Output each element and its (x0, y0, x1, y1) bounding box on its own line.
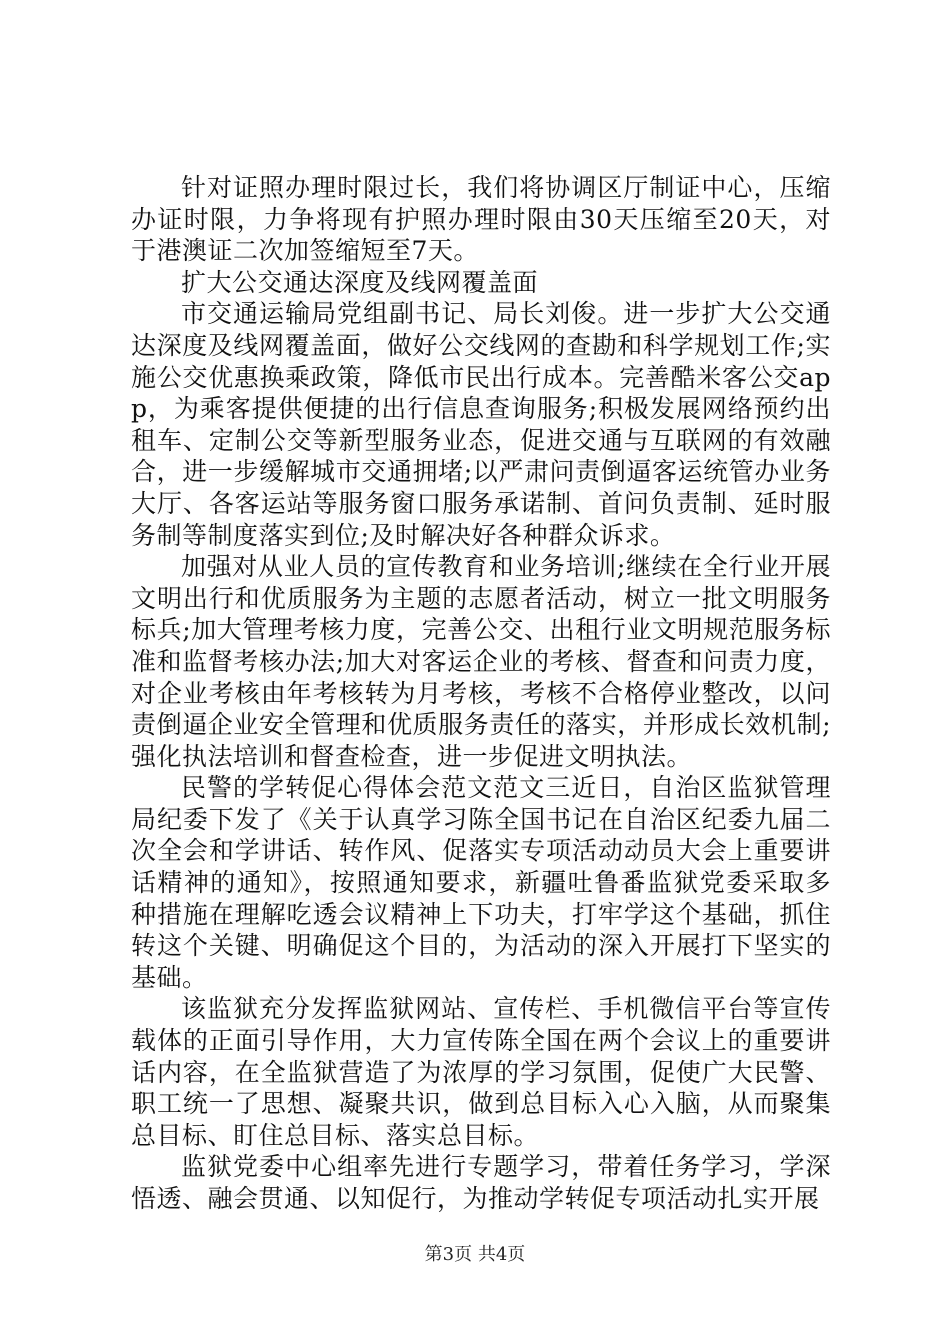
paragraph-party-committee-study: 监狱党委中心组率先进行专题学习，带着任务学习，学深悟透、融会贯通、以知促行，为推动学转促专项活动扎实开展 (131, 1152, 831, 1213)
document-body (131, 172, 831, 1215)
paragraph-transport-bureau: 市交通运输局党组副书记、局长刘俊。进一步扩大公交通达深度及线网覆盖面，做好公交线网的查勘和科学规划工作;实施公交优惠换乘政策，降低市民出行成本。完善酷米客公交app，为乘客提供便捷的出行信息查询服务;积极发展网络预约出租车、定制公交等新型服务业态，促进交通与互联网的有效融合，进一步缓解城市交通拥堵;以严肃问责倒逼客运统管办业务大厅、各客运站等服务窗口服务承诺制、首问负责制、延时服务制等制度落实到位;及时解决好各种群众诉求。 (131, 299, 831, 550)
section-heading-bus-coverage: 扩大公交通达深度及线网覆盖面 (181, 267, 539, 297)
paragraph-police-experience: 民警的学转促心得体会范文范文三近日，自治区监狱管理局纪委下发了《关于认真学习陈全国书记在自治区纪委九届二次全会和学讲话、转作风、促落实专项活动动员大会上重要讲话精神的通知》，按照通知要求，新疆吐鲁番监狱党委采取多种措施在理解吃透会议精神上下功夫，打牢学这个基础，抓住转这个关键、明确促这个目的，为活动的深入开展打下坚实的基础。 (131, 773, 831, 992)
paragraph-staff-training: 加强对从业人员的宣传教育和业务培训;继续在全行业开展文明出行和优质服务为主题的志愿者活动，树立一批文明服务标兵;加大管理考核力度，完善公交、出租行业文明规范服务标准和监督考核办法;加大对客运企业的考核、督查和问责力度，对企业考核由年考核转为月考核，考核不合格停业整改，以问责倒逼企业安全管理和优质服务责任的落实，并形成长效机制;强化执法培训和督查检查，进一步促进文明执法。 (131, 552, 831, 771)
page-number-footer: 第3页 共4页 (424, 1244, 526, 1265)
paragraph-prison-publicity: 该监狱充分发挥监狱网站、宣传栏、手机微信平台等宣传载体的正面引导作用，大力宣传陈全国在两个会议上的重要讲话内容，在全监狱营造了为浓厚的学习氛围，促使广大民警、职工统一了思想、凝聚共识，做到总目标入心入脑，从而聚集总目标、盯住总目标、落实总目标。 (131, 994, 831, 1150)
paragraph-passport-time-limit: 针对证照办理时限过长，我们将协调区厅制证中心，压缩办证时限，力争将现有护照办理时限由30天压缩至20天，对于港澳证二次加签缩短至7天。 (131, 173, 831, 266)
